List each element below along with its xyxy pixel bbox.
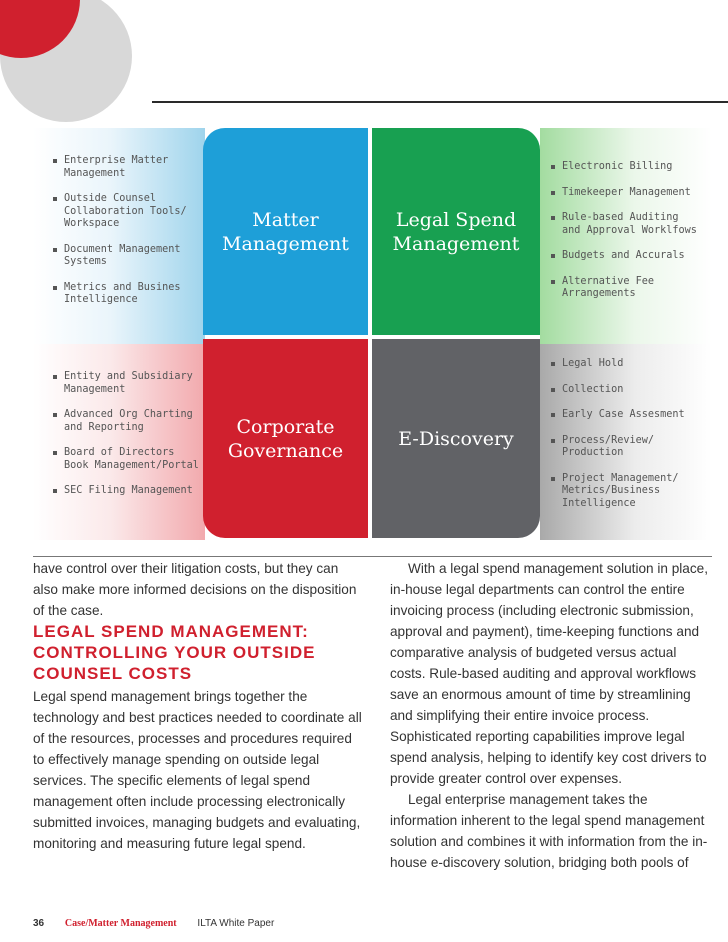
section-divider — [33, 556, 712, 557]
corporate-governance-list — [52, 371, 202, 498]
body-paragraph: Legal enterprise management takes the information inherent to the legal spend management solution and combines it with information from the in-house e-discovery solution, bridging both pools of — [390, 792, 708, 870]
matter-management-tile — [203, 128, 368, 335]
legal-spend-list — [550, 161, 700, 301]
left-column — [33, 558, 363, 854]
list-item: Project Management/ Metrics/Business Intelligence — [550, 473, 700, 511]
ediscovery-tile — [372, 339, 540, 538]
list-item: Legal Hold — [550, 358, 700, 371]
list-item: Rule-based Auditing and Approval Worklfows — [550, 212, 700, 237]
ediscovery-list — [550, 358, 700, 510]
list-item: Collection — [550, 384, 700, 397]
list-item: Board of Directors Book Management/Portal — [52, 447, 202, 472]
list-item: Process/Review/ Production — [550, 435, 700, 460]
list-item: Advanced Org Charting and Reporting — [52, 409, 202, 434]
body-paragraph: Legal spend management brings together the technology and best practices needed to coordinate all of the resources, processes and procedures required to effectively manage spending on outside legal services. The specific elements of legal spend management often include processing electronically submitted invoices, managing budgets and evaluating, monitoring and measuring future legal spend. — [33, 689, 362, 851]
list-item: Budgets and Accurals — [550, 250, 700, 263]
section-heading: LEGAL SPEND MANAGEMENT: CONTROLLING YOUR OUTSIDE COUNSEL COSTS — [33, 622, 316, 683]
list-item: Metrics and Busines Intelligence — [52, 282, 202, 307]
list-item: Alternative Fee Arrangements — [550, 276, 700, 301]
matter-management-list — [52, 155, 202, 307]
legal-spend-label: Legal Spend Management — [392, 208, 520, 255]
footer-publication: ILTA White Paper — [197, 918, 275, 929]
matter-management-label: Matter Management — [222, 208, 349, 255]
footer-section: Case/Matter Management — [64, 918, 177, 929]
list-item: Early Case Assesment — [550, 409, 700, 422]
page-number: 36 — [33, 918, 45, 929]
list-item: Timekeeper Management — [550, 187, 700, 200]
list-item: Outside Counsel Collaboration Tools/ Workspace — [52, 193, 202, 231]
top-divider — [152, 101, 728, 103]
body-paragraph: With a legal spend management solution in place, in-house legal departments can control the entire invoicing process (including electronic submission, approval and payment), time-keeping functions and comparative analysis of budgeted versus actual costs. Rule-based auditing and approval workflows save an enormous amount of time by streamlining and simplifying their entire invoice process. Sophisticated reporting capabilities improve legal spend analysis, helping to identify key cost drivers to provide greater control over expenses. — [390, 561, 708, 786]
list-item: SEC Filing Management — [52, 485, 202, 498]
list-item: Electronic Billing — [550, 161, 700, 174]
corporate-governance-tile — [203, 339, 368, 538]
ediscovery-label: E-Discovery — [398, 427, 514, 450]
list-item: Enterprise Matter Management — [52, 155, 202, 180]
corporate-governance-label: Corporate Governance — [227, 415, 344, 462]
list-item: Document Management Systems — [52, 244, 202, 269]
right-column — [390, 558, 712, 873]
list-item: Entity and Subsidiary Management — [52, 371, 202, 396]
body-paragraph: have control over their litigation costs, but they can also make more informed decisions on the disposition of the case. — [33, 561, 357, 618]
page-footer — [33, 918, 274, 929]
legal-spend-tile — [372, 128, 540, 335]
